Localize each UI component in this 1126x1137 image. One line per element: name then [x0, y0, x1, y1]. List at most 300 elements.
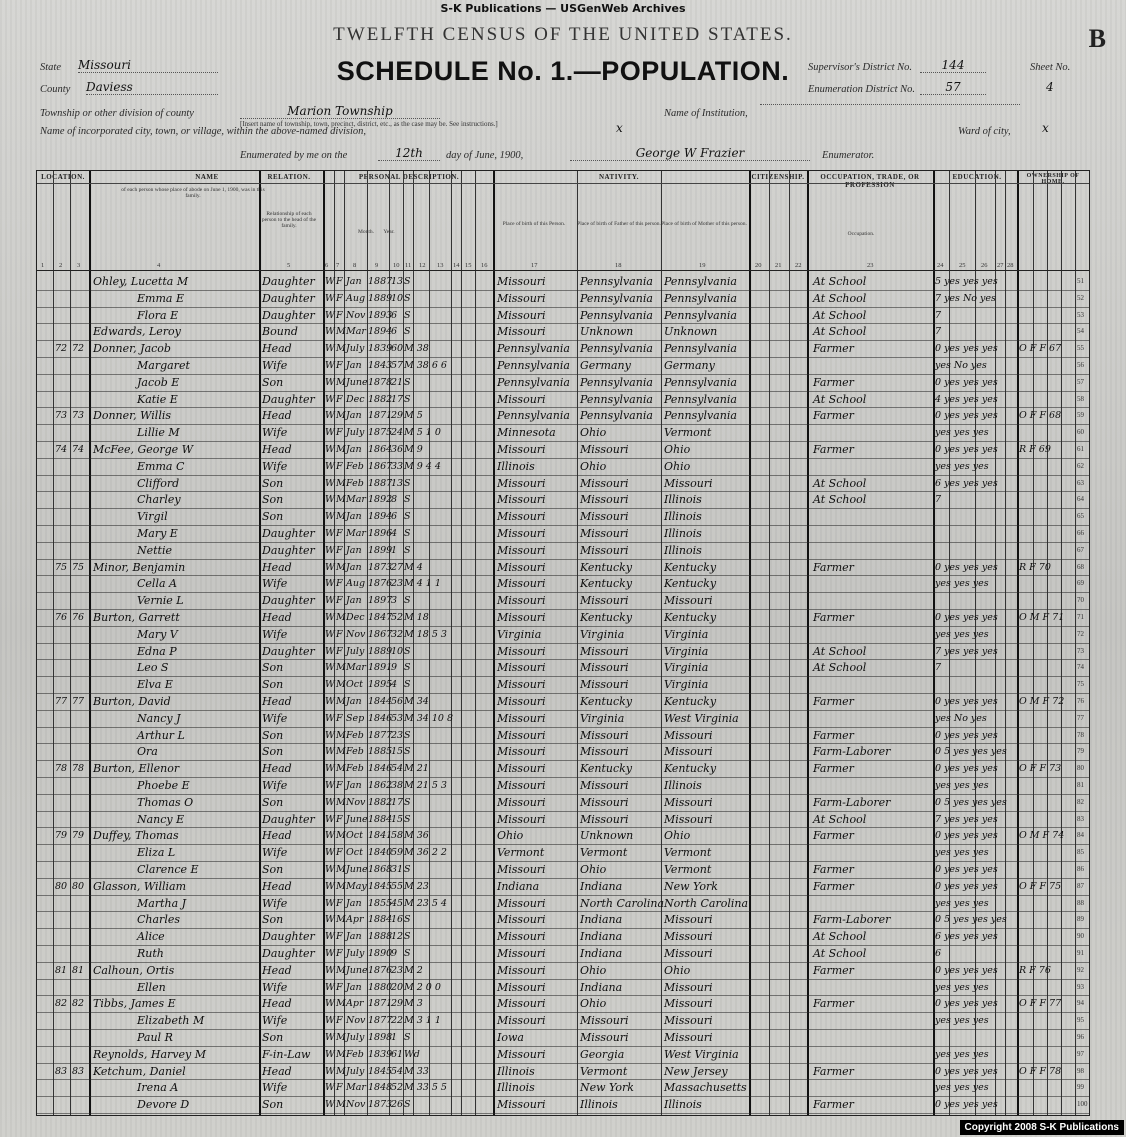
marital-status: S — [404, 528, 411, 539]
marital-status: S — [404, 309, 411, 321]
birth-year: 1841 — [368, 830, 393, 842]
color-race: W — [325, 864, 335, 875]
person-name: Elva E — [137, 678, 173, 692]
relation: Daughter — [262, 308, 315, 322]
color-race: W — [325, 880, 335, 892]
column-number: 3 — [77, 262, 81, 269]
sex: M — [336, 830, 346, 842]
column-number: 12 — [419, 262, 426, 269]
father-birthplace: Pennsylvania — [580, 375, 653, 389]
group-name: NAME — [195, 173, 219, 181]
occupation: Farmer — [813, 342, 854, 356]
birthplace: Missouri — [497, 325, 546, 339]
birth-month: Mar — [346, 1082, 366, 1094]
birth-month: Jan — [346, 511, 362, 523]
father-birthplace: Illinois — [580, 1098, 618, 1112]
city-label: Name of incorporated city, town, or village, within the above-named division, — [40, 126, 367, 137]
age: 54 — [391, 763, 404, 775]
column-number: 13 — [437, 262, 444, 269]
color-race: W — [325, 544, 335, 556]
relation: Son — [262, 1031, 284, 1044]
color-race: W — [325, 662, 335, 674]
age: 54 — [391, 1065, 404, 1077]
line-number: 60 — [1077, 428, 1084, 437]
education: 0 yes yes yes — [935, 376, 998, 388]
marital-status: M 38 6 6 — [404, 360, 447, 371]
home-ownership: O M F 72 — [1019, 696, 1065, 707]
line-number: 52 — [1077, 293, 1084, 302]
education: 7 — [935, 662, 942, 674]
person-name: Emma C — [137, 459, 185, 473]
father-birthplace: Pennsylvania — [580, 308, 653, 322]
education: yes yes yes — [935, 981, 989, 993]
mother-birthplace: Kentucky — [664, 577, 717, 591]
sex: F — [336, 427, 343, 439]
color-race: W — [325, 1032, 335, 1043]
color-race: W — [325, 528, 335, 539]
sex: M — [336, 343, 346, 355]
mother-birthplace: Pennsylvania — [664, 342, 737, 356]
birth-year: 1892 — [368, 494, 393, 506]
marital-status: S — [404, 813, 411, 825]
birth-year: 1846 — [368, 763, 393, 775]
education: 0 yes yes yes — [935, 830, 998, 842]
birthplace: Missouri — [497, 1014, 546, 1028]
sheet-no-label: Sheet No. — [1030, 62, 1071, 73]
age: 10 — [391, 645, 404, 657]
color-race: W — [325, 780, 335, 791]
home-ownership: R F 69 — [1019, 444, 1051, 455]
sex: M — [336, 763, 346, 775]
column-number: 9 — [375, 262, 379, 269]
marital-status: S — [404, 276, 411, 287]
line-number: 98 — [1077, 1066, 1084, 1075]
marital-status: M 4 — [404, 561, 423, 573]
marital-status: M 5 1 0 — [404, 427, 441, 439]
group-ownership: OWNERSHIP OF HOME. — [1026, 173, 1080, 185]
birth-year: 1867 — [368, 628, 393, 640]
marital-status: S — [404, 477, 411, 489]
mother-birthplace: Virginia — [664, 627, 709, 641]
county-label: County — [40, 84, 71, 95]
mother-birthplace: Ohio — [664, 459, 691, 473]
dwelling-number: 82 — [55, 998, 68, 1010]
supervisor-value: 144 — [920, 58, 986, 73]
line-number: 66 — [1077, 529, 1084, 537]
person-name: Margaret — [137, 359, 190, 372]
dwelling-number: 80 — [55, 880, 68, 892]
person-name: Burton, Garrett — [93, 611, 180, 624]
institution-label: Name of Institution, — [664, 108, 748, 119]
birth-month: Dec — [346, 393, 365, 405]
mother-birthplace: Vermont — [664, 846, 712, 860]
person-name: Virgil — [137, 510, 168, 524]
age: 36 — [391, 444, 404, 455]
birth-year: 1884 — [368, 914, 393, 926]
population-table — [36, 170, 1090, 1116]
relation: Daughter — [262, 392, 315, 406]
birthplace: Missouri — [497, 476, 546, 490]
home-ownership: O M F 74 — [1019, 830, 1065, 842]
color-race: W — [325, 477, 335, 489]
marital-status: S — [404, 1099, 411, 1111]
mother-birthplace: Missouri — [664, 930, 713, 944]
father-birthplace: Missouri — [580, 779, 629, 792]
relation: Son — [262, 1098, 284, 1112]
father-birthplace: Pennsylvania — [580, 342, 653, 356]
education: 0 yes yes yes — [935, 964, 998, 976]
line-number: 73 — [1077, 646, 1084, 655]
father-birthplace: Kentucky — [580, 577, 633, 591]
relation: Daughter — [262, 947, 315, 960]
color-race: W — [325, 460, 335, 472]
father-birthplace: Ohio — [580, 997, 607, 1011]
birthplace: Missouri — [497, 728, 546, 742]
dwelling-number: 83 — [55, 1065, 68, 1077]
birth-month: Nov — [346, 309, 366, 321]
mother-birthplace: Pennsylvania — [664, 308, 737, 322]
color-race: W — [325, 813, 335, 825]
age: 52 — [391, 612, 404, 623]
relation: Head — [262, 1064, 292, 1078]
sex: M — [336, 696, 346, 707]
group-location: LOCATION. — [41, 173, 85, 181]
occupation: At School — [813, 291, 867, 305]
group-occupation: OCCUPATION, TRADE, OR PROFESSION — [820, 173, 920, 189]
birthplace: Missouri — [497, 779, 546, 792]
relation-header: Relationship of each person to the head of the family. — [261, 211, 317, 229]
person-name: Irena A — [137, 1081, 179, 1095]
mother-birthplace: New York — [664, 879, 718, 893]
father-birthplace: Missouri — [580, 678, 629, 692]
birthplace: Missouri — [497, 443, 546, 456]
mother-birthplace: Virginia — [664, 678, 709, 692]
mother-birthplace: Missouri — [664, 947, 713, 960]
birthplace: Ohio — [497, 829, 524, 843]
column-number: 23 — [867, 262, 874, 269]
relation: Head — [262, 879, 292, 893]
family-number: 75 — [72, 561, 85, 573]
home-ownership: O F F 68 — [1019, 410, 1062, 422]
sex: M — [336, 326, 346, 338]
birth-year: 1894 — [368, 326, 393, 338]
education: 7 yes No yes — [935, 292, 996, 304]
city-value: x — [616, 121, 623, 135]
birthplace: Missouri — [497, 980, 546, 994]
relation: Head — [262, 963, 292, 977]
line-number: 85 — [1077, 848, 1084, 857]
relation: Head — [262, 695, 292, 708]
mother-birthplace: West Virginia — [664, 1047, 739, 1061]
age: 60 — [391, 343, 404, 355]
birth-month: July — [346, 427, 365, 439]
person-name: Calhoun, Ortis — [93, 963, 175, 977]
age: 21 — [391, 376, 404, 388]
marital-status: M 36 2 2 — [404, 847, 447, 859]
age: 6 — [391, 511, 398, 523]
age: 15 — [391, 813, 404, 825]
color-race: W — [325, 763, 335, 775]
birth-year: 1868 — [368, 864, 393, 875]
birthplace: Missouri — [497, 930, 546, 944]
father-birthplace: Missouri — [580, 812, 629, 826]
education: 7 yes yes yes — [935, 813, 998, 825]
education: yes yes yes — [935, 578, 989, 590]
mother-birthplace: Unknown — [664, 325, 718, 339]
birth-month: Jan — [346, 360, 362, 371]
person-name: Reynolds, Harvey M — [93, 1047, 207, 1061]
name-header: of each person whose place of abode on June 1, 1900, was in this family. — [121, 187, 265, 199]
color-race: W — [325, 561, 335, 573]
marital-status: S — [404, 931, 411, 943]
relation: Son — [262, 678, 284, 692]
age: 10 — [391, 292, 404, 304]
column-number: 14 — [453, 262, 460, 269]
education: 0 5 yes yes yes — [935, 746, 1007, 758]
marital-status: S — [404, 679, 411, 691]
person-name: Martha J — [137, 896, 187, 910]
father-birthplace: Missouri — [580, 510, 629, 524]
birth-year: 1867 — [368, 460, 393, 472]
birth-month: Apr — [346, 998, 364, 1010]
relation: Son — [262, 728, 284, 742]
column-number: 2 — [59, 262, 63, 269]
birth-year: 1871 — [368, 410, 393, 422]
color-race: W — [325, 1099, 335, 1111]
education: 0 yes yes yes — [935, 864, 998, 875]
marital-status: M 21 — [404, 763, 429, 775]
enumeration-value: 57 — [920, 80, 986, 95]
education: 0 yes yes yes — [935, 561, 998, 573]
father-birthplace: Indiana — [580, 980, 623, 994]
dwelling-number: 79 — [55, 830, 68, 842]
birth-month: Jan — [346, 276, 362, 287]
column-number: 8 — [353, 262, 357, 269]
relation: Head — [262, 409, 292, 423]
marital-status: M 38 — [404, 343, 429, 355]
sex: F — [336, 595, 343, 607]
sex: F — [336, 1082, 343, 1094]
birth-year: 1864 — [368, 444, 393, 455]
sex: F — [336, 948, 343, 959]
person-name: Phoebe E — [137, 779, 190, 792]
birthplace: Missouri — [497, 308, 546, 322]
person-name: Edna P — [137, 644, 177, 658]
dwelling-number: 73 — [55, 410, 68, 422]
year-header: Year. — [383, 229, 395, 235]
relation: Head — [262, 443, 292, 456]
education: yes No yes — [935, 360, 987, 371]
relation: Wife — [262, 426, 288, 440]
column-number: 18 — [615, 262, 622, 269]
birth-month: Feb — [346, 746, 364, 758]
age: 13 — [391, 276, 404, 287]
occupation: Farm-Laborer — [813, 795, 891, 809]
age: 9 — [391, 948, 398, 959]
line-number: 71 — [1077, 613, 1084, 621]
person-name: Nancy E — [137, 812, 185, 826]
column-number: 27 — [997, 262, 1004, 269]
column-number: 15 — [465, 262, 472, 269]
birthplace: Missouri — [497, 560, 546, 574]
mother-birthplace: Missouri — [664, 1014, 713, 1028]
line-number: 59 — [1077, 411, 1084, 420]
mother-birthplace: Kentucky — [664, 611, 717, 624]
sex: F — [336, 276, 343, 287]
relation: Head — [262, 560, 292, 574]
line-number: 56 — [1077, 361, 1084, 369]
marital-status: S — [404, 393, 411, 405]
father-birthplace: Kentucky — [580, 560, 633, 574]
sex: F — [336, 309, 343, 321]
color-race: W — [325, 847, 335, 859]
birthplace: Missouri — [497, 1098, 546, 1112]
birth-year: 1882 — [368, 796, 393, 808]
supervisor-label: Supervisor's District No. — [808, 62, 913, 73]
line-number: 55 — [1077, 344, 1084, 353]
sex: M — [336, 679, 346, 691]
institution-value — [760, 104, 1020, 105]
father-birthplace: North Carolina — [580, 896, 665, 910]
column-number: 7 — [336, 262, 340, 269]
mother-birthplace: Illinois — [664, 1098, 702, 1112]
birth-month: Feb — [346, 477, 364, 489]
education: 7 — [935, 309, 942, 321]
person-name: Ketchum, Daniel — [93, 1064, 186, 1078]
birth-year: 1877 — [368, 1015, 393, 1027]
relation: Wife — [262, 359, 288, 372]
family-number: 77 — [72, 696, 85, 707]
father-birthplace: Missouri — [580, 493, 629, 507]
father-birthplace: Indiana — [580, 913, 623, 927]
enumerator-label: Enumerator. — [822, 150, 875, 161]
age: 4 — [391, 528, 398, 539]
birth-year: 1895 — [368, 679, 393, 691]
line-number: 81 — [1077, 781, 1084, 789]
mother-birthplace-header: Place of birth of Mother of this person. — [661, 221, 747, 227]
column-number: 11 — [405, 262, 412, 269]
relation: Head — [262, 762, 292, 776]
column-number: 10 — [393, 262, 400, 269]
birth-year: 1840 — [368, 847, 393, 859]
color-race: W — [325, 595, 335, 607]
person-name: Lillie M — [137, 426, 180, 440]
color-race: W — [325, 914, 335, 926]
birth-month: Sep — [346, 712, 365, 724]
age: 55 — [391, 880, 404, 892]
occupation: Farmer — [813, 443, 854, 456]
father-birthplace-header: Place of birth of Father of this person. — [577, 221, 661, 227]
birth-year: 1843 — [368, 360, 393, 371]
birth-month: Feb — [346, 1048, 364, 1060]
birth-year: 1899 — [368, 544, 393, 556]
relation: Daughter — [262, 594, 315, 608]
birth-month: Mar — [346, 326, 366, 338]
schedule-title: SCHEDULE No. 1.—POPULATION. — [336, 56, 790, 86]
education: 0 yes yes yes — [935, 410, 998, 422]
column-number: 5 — [287, 262, 291, 269]
education: 0 yes yes yes — [935, 998, 998, 1010]
education: yes yes yes — [935, 897, 989, 909]
marital-status: S — [404, 1032, 411, 1043]
group-personal: PERSONAL DESCRIPTION. — [358, 173, 460, 181]
birth-month: July — [346, 1065, 365, 1077]
age: 52 — [391, 1082, 404, 1094]
township-value: Marion Township — [240, 104, 440, 119]
age: 29 — [391, 410, 404, 422]
father-birthplace: Missouri — [580, 661, 629, 675]
occupation: At School — [813, 493, 867, 507]
marital-status: M 3 — [404, 998, 423, 1010]
birthplace: Missouri — [497, 863, 546, 876]
birthplace: Virginia — [497, 627, 542, 641]
marital-status: M 33 5 5 — [404, 1082, 447, 1094]
birthplace: Missouri — [497, 947, 546, 960]
occupation: At School — [813, 275, 867, 288]
birth-month: Nov — [346, 1015, 366, 1027]
birthplace: Iowa — [497, 1031, 524, 1044]
color-race: W — [325, 612, 335, 623]
column-number: 17 — [531, 262, 538, 269]
mother-birthplace: Pennsylvania — [664, 392, 737, 406]
sex: F — [336, 360, 343, 371]
marital-status: S — [404, 746, 411, 758]
education: 0 5 yes yes yes — [935, 796, 1007, 808]
relation: Daughter — [262, 930, 315, 944]
day-value: 12th — [378, 146, 440, 161]
father-birthplace: Kentucky — [580, 695, 633, 708]
sheet-letter: B — [1088, 24, 1106, 53]
birthplace: Pennsylvania — [497, 359, 570, 372]
birth-year: 1839 — [368, 343, 393, 355]
home-ownership: O F F 67 — [1019, 343, 1062, 355]
color-race: W — [325, 1065, 335, 1077]
birthplace: Missouri — [497, 695, 546, 708]
education: yes yes yes — [935, 847, 989, 859]
person-name: Ohley, Lucetta M — [93, 275, 189, 288]
month-header: Month. — [357, 229, 375, 235]
sex: M — [336, 1099, 346, 1111]
mother-birthplace: Missouri — [664, 1031, 713, 1044]
marital-status: M 2 — [404, 964, 423, 976]
father-birthplace: Vermont — [580, 846, 628, 860]
age: 22 — [391, 1015, 404, 1027]
father-birthplace: Ohio — [580, 963, 607, 977]
education: yes yes yes — [935, 780, 989, 791]
sex: M — [336, 914, 346, 926]
birth-year: 1848 — [368, 1082, 393, 1094]
birth-month: Oct — [346, 679, 363, 691]
education: 7 yes yes yes — [935, 645, 998, 657]
line-number: 78 — [1077, 730, 1084, 739]
birth-year: 1862 — [368, 780, 393, 791]
sex: M — [336, 796, 346, 808]
column-number: 24 — [937, 262, 944, 269]
occupation: Farmer — [813, 1064, 854, 1078]
line-number: 64 — [1077, 495, 1084, 504]
color-race: W — [325, 393, 335, 405]
ward-label: Ward of city, — [958, 126, 1011, 137]
relation: Son — [262, 375, 284, 389]
mother-birthplace: Pennsylvania — [664, 291, 737, 305]
birthplace: Pennsylvania — [497, 375, 570, 389]
relation: Head — [262, 611, 292, 624]
sex: M — [336, 561, 346, 573]
age: 1 — [391, 544, 398, 556]
family-number: 83 — [72, 1065, 85, 1077]
mother-birthplace: Massachusetts — [664, 1081, 747, 1095]
marital-status: S — [404, 645, 411, 657]
